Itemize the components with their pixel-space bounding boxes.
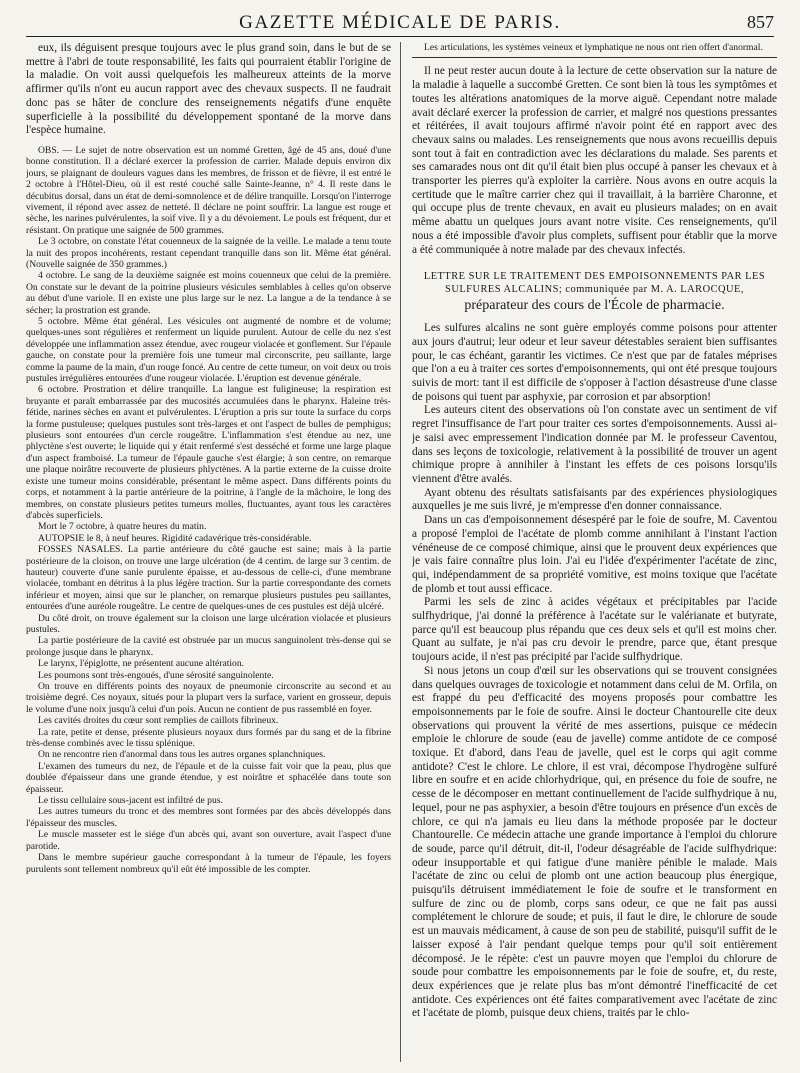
case-paragraph: Du côté droit, on trouve également sur la cloison une large ulcération violacée et plusieurs pustules. [26,612,391,635]
letter-paragraph: Les sulfures alcalins ne sont guère employés comme poisons pour attenter aux jours d'autrui; leur odeur et leur saveur détestables seraient bien suffisantes pour, le cas échéant, garantir les victimes. Ce n'est que par de fatales méprises que l'on a eu à traiter ces sortes d'empoisonnements, qui ont été presque toujours suivis de mort: tant il est difficile de s'opposer à l'action désastreuse d'une classe de poisons qui tuent par asphyxie, par corrosion et par absorption! [412,322,777,403]
case-paragraph: Les poumons sont très-engoués, d'une sérosité sanguinolente. [38,669,274,681]
case-paragraph: OBS. — Le sujet de notre observation est un nommé Gretten, âgé de 45 ans, doué d'une bonne constitution. Il a déclaré exercer la profession de carrier. Malade depuis environ dix jours, se plaignant de douleurs vagues dans les membres, de frisson et de fièvre, il est entré le 2 octobre à l'Hôtel-Dieu, où il est resté couché salle Sainte-Jeanne, n° 4. Il reste dans le décubitus dorsal, dans un état de demi-somnolence et de délire tranquille. Lorsqu'on l'interroge vivement, il répond avec assez de netteté. Il déclare ne point souffrir. La langue est rouge et sèche, les narines pulvérulentes, la soif vive. Il y a du dévoiement. Le pouls est fréquent, dur et résistant. On pratique une saignée de 500 grammes. [26,144,391,236]
case-paragraph: Le muscle masseter est le siége d'un abcès qui, avant son ouverture, avait l'aspect d'une parotide. [26,829,391,852]
letter-paragraph: Parmi les sels de zinc à acides végétaux et précipitables par l'acide sulfhydrique, j'ai donné la préférence à l'acétate sur le valérianate et butyrate, parce qu'il est beaucoup plus répandu que ces deux sels et qu'il est moins cher. Quant au sulfate, je n'ai pas cru devoir le prendre, parce que, étant presque toujours acide, il n'est pas précipité par l'acide sulfhydrique. [412,596,777,664]
column-divider [400,42,401,1062]
page-header [26,12,774,37]
case-paragraph: La rate, petite et dense, présente plusieurs noyaux durs formés par du sang et de la fibrine très-dense combinés avec le tissu splénique. [26,726,391,750]
case-paragraph: FOSSES NASALES. La partie antérieure du côté gauche est saine; mais à la partie postérieure de la cloison, on trouve une large ulcération (de 4 centim. de large sur 3 centim. de hauteur) couverte d'une sanie purulente épaisse, et au-dessous de celle-ci, d'une membrane violacée, tombant en détritus à la plus légère traction. Sur la partie correspondante des cornets inférieur et moyen, ainsi que sur le plancher, on remarque plusieurs pustules peu saillantes, entourées d'une auréole rougeâtre. Le centre de quelques-unes de ces pustules est déjà ulcéré. [26,544,391,613]
letter-body [412,322,777,1021]
case-paragraph: 6 octobre. Prostration et délire tranquille. La langue est fuligineuse; la respiration est bruyante et paraît embarrassée par des mucosités accumulées dans le pharynx. Haleine très-fétide, narines sèches en avant et pulvérulentes. L'éruption a pris sur toute la surface du corps la forme pustuleuse; quelques pustules sont très-larges et ont l'aspect de bulles de pemphigus; plusieurs sont entourées d'un cercle rougeâtre. L'inflammation s'est étendue au nez, une phlyctène s'est ouverte; le liquide qui y était renfermé s'est desséché et forme une large plaque d'un aspect framboisé. La tumeur de l'épaule gauche s'est élargie; à son centre, on remarque une plaque noirâtre recouverte de plusieurs phlyctènes. A la partie externe de la cuisse droite existe une tumeur moins considérable, présentant le même aspect. Dans différents points du corps, et notamment à la partie antérieure de la poitrine, à l'angle de la mâchoire, le long des membres, on constate plusieurs petites tumeurs molles, fluctuantes, ayant tous les caractères d'abcès superficiels. [26,384,391,521]
case-paragraph: 4 octobre. Le sang de la deuxième saignée est moins couenneux que celui de la première. On constate sur le devant de la poitrine plusieurs vésicules semblables à celles qu'on observe au début d'une variole. Il en existe une plus large sur le nez. La langue a de la tendance à se sécher; la prostration est grande. [26,270,391,316]
case-paragraph: La partie postérieure de la cavité est obstruée par un mucus sanguinolent très-dense qui se prolonge jusque dans le pharynx. [26,635,391,658]
conclusion-paragraph: Il ne peut rester aucun doute à la lecture de cette observation sur la nature de la maladie à laquelle a succombé Gretten. Ce sont bien là tous les symptômes et toutes les altérations anatomiques de la morve aiguë. Cependant notre malade avait déclaré exercer la profession de carrier, et malgré nos questions pressantes et réitérées, il avait toujours affirmé n'avoir point été en rapport avec des chevaux sains ou malades. Les renseignements que nous avons recueillis depuis sont tout à fait en contradiction avec les déclarations du malade. Ses parents et ses camarades nous ont dit qu'il était bien plus occupé à panser les chevaux et à transporter les pierres qu'à exploiter la carrière. Nous avons en outre acquis la certitude que le maître carrier chez qui il travaillait, à la barrière Charonne, et qui occupe plus de trente chevaux, en avait eu plusieurs malades; on en avait même abattu un quelques jours avant notre visite. Ces renseignements, qu'il nous a été impossible d'avoir plus complets, suffisent pour établir que la morve a été communiquée à notre malade par des chevaux infectés. [412,65,777,256]
case-paragraph: Dans le membre supérieur gauche correspondant à la tumeur de l'épaule, les foyers purulents sont tellement nombreux qu'il eût été impossible de les compter. [26,852,391,875]
letter-paragraph: Dans un cas d'empoisonnement désespéré par le foie de soufre, M. Caventou a proposé l'emploi de l'acétate de plomb comme annihilant à l'instant l'action vénéneuse de ce composé chimique, ainsi que le prouvent deux expériences que je vais faire connaître plus loin. J'ai eu l'idée d'expérimenter l'acétate de zinc, qui, indépendamment de sa propriété vomitive, est moins toxique que l'acétate de plomb et tout aussi efficace. [412,514,777,595]
case-paragraph: Les autres tumeurs du tronc et des membres sont formées par des abcès développés dans l'épaisseur des muscles. [26,806,391,829]
journal-title: GAZETTE MÉDICALE DE PARIS. [239,12,561,33]
case-paragraph: Les cavités droites du cœur sont remplies de caillots fibrineux. [38,715,279,727]
letter-paragraph: Si nous jetons un coup d'œil sur les observations qui se trouvent consignées dans quelques ouvrages de toxicologie et notamment dans celui de M. Orfila, on est frappé du peu d'efficacité des moyens proposés pour combattre les empoisonnements par le foie de soufre. Ainsi le docteur Chantourelle cite deux observations qui prouvent la vérité de mes assertions, puisque ce médecin emploie le chlorure de soude (eau de javelle) comme antidote de ce composé toxique. Et d'abord, dans l'eau de javelle, quel est le corps qui agit comme antidote? C'est le chlore. Le chlore, il est vrai, décompose l'hydrogène sulfuré libre en soufre et en acide chlorhydrique, qui, en présence du foie de soufre, ne cesse de le décomposer en mettant continuellement de l'acide sulfhydrique à nu, lequel, pour ne pas asphyxier, a besoin d'être toujours en présence d'un excès de chlore, ce qui n'a jamais eu lieu dans la méthode proposée par le docteur Chantourelle. Ce médecin attache une grande importance à l'emploi du chlorure de soude, parce qu'il détruit, dit-il, l'odeur désagréable de l'acide sulfhydrique: odeur insupportable et qui fatigue d'une manière pénible le malade. Mais l'acétate de zinc ou celui de plomb ont une action beaucoup plus énergique, puisqu'ils détruisent immédiatement le foie de soufre et le transforment en sulfure de zinc ou de plomb, corps sans odeur, ce que ne fait pas aussi complétement le chlorure de soude; et puis, il faut le dire, le chlorure de soude est un mauvais médicament, à cause de son peu de stabilité, puisqu'il suffit de le laisser exposé à l'air pendant quelque temps pour qu'il soit entièrement décomposé. Je le répète: c'est un pauvre moyen que l'emploi du chlorure de soude pour combattre les empoisonnements par le foie de soufre, et, du reste, deux expériences que je relate plus bas m'ont démontré l'inefficacité de cet antidote. Ces expériences ont été faites comparativement avec l'acétate de zinc et l'acétate de plomb, puisque deux chiens, traités par le chlo- [412,664,777,1020]
case-paragraph: Le 3 octobre, on constate l'état couenneux de la saignée de la veille. Le malade a tenu toute la nuit des propos incohérents, restant cependant tranquille dans son lit. Même état général. (Nouvelle saignée de 350 grammes.) [26,236,391,270]
case-paragraph: On trouve en différents points des noyaux de pneumonie circonscrite au second et au troisième degré. Ces noyaux, situés pour la plupart vers la surface, varient en grosseur, depuis le volume d'une noix jusqu'à celui d'un pois. Aucun ne contient de pus rassemblé en foyer. [26,681,391,715]
letter-paragraph: Ayant obtenu des résultats satisfaisants par des expériences physiologiques auxquelles je me suis livré, je m'empresse d'en donner connaissance. [412,486,777,513]
intro-paragraph: eux, ils déguisent presque toujours avec le plus grand soin, dans le but de se mettre à l'abri de toute responsabilité, les faits qui pourraient établir l'origine de la maladie. On voit aussi quelquefois les malheureux atteints de la morve affirmer qu'ils n'ont eu aucun rapport avec des chevaux suspects. Il ne faudrait donc pas se hâter de conclure des renseignements négatifs d'une enquête superficielle à la possibilité du développement spontané de la morve dans l'espèce humaine. [26,42,391,137]
letter-subtitle: préparateur des cours de l'École de pharmacie. [464,298,725,314]
case-observation [26,145,391,875]
case-paragraph: Le larynx, l'épiglotte, ne présentent aucune altération. [38,658,245,670]
case-paragraph: L'examen des tumeurs du nez, de l'épaule et de la cuisse fait voir que la peau, plus que doublée d'épaisseur dans une grande étendue, y est noirâtre et sphacélée dans toute son épaisseur. [26,760,391,795]
letter-paragraph: Les auteurs citent des observations où l'on constate avec un sentiment de vif regret l'insuffisance de l'art pour traiter ces sortes d'empoisonnements. Aussi ai-je saisi avec empressement l'indication donnée par M. le professeur Caventou, dans ses leçons de toxicologie, relativement à la possibilité de trouver un agent chimique propre à annihiler à l'instant les effets de ces poisons lorsqu'ils viennent d'être avalés. [412,404,777,485]
right-column [412,42,777,1062]
left-column [26,42,391,1062]
case-paragraph: 5 octobre. Même état général. Les vésicules ont augmenté de nombre et de volume; quelques-unes sont régulières et renferment un liquide purulent. Autour de celle du nez s'est développée une inflammation assez étendue, avec rougeur violacée et gonflement. Sur l'épaule gauche, on constate pour la première fois une tumeur mal circonscrite, peu saillante, large comme la paume de la main, d'un rouge foncé. Au centre de cette tumeur, on voit deux ou trois pustules irrégulières entourées d'une rougeur violacée. L'éruption est devenue générale. [26,316,391,385]
case-ending-paragraph: Les articulations, les systèmes veineux et lymphatique ne nous ont rien offert d'anormal. [424,42,763,53]
case-paragraph: Mort le 7 octobre, à quatre heures du matin. [38,521,207,533]
case-paragraph: Le tissu cellulaire sous-jacent est infiltré de pus. [38,795,223,807]
case-paragraph: On ne rencontre rien d'anormal dans tous les autres organes splanchniques. [38,749,326,761]
letter-title: LETTRE SUR LE TRAITEMENT DES EMPOISONNEMENTS PAR LES SULFURES ALCALINS; communiquée par M. A. LAROCQUE, [423,271,766,296]
page-number: 857 [747,12,774,32]
case-paragraph: AUTOPSIE le 8, à neuf heures. Rigidité cadavérique très-considérable. [38,532,312,544]
